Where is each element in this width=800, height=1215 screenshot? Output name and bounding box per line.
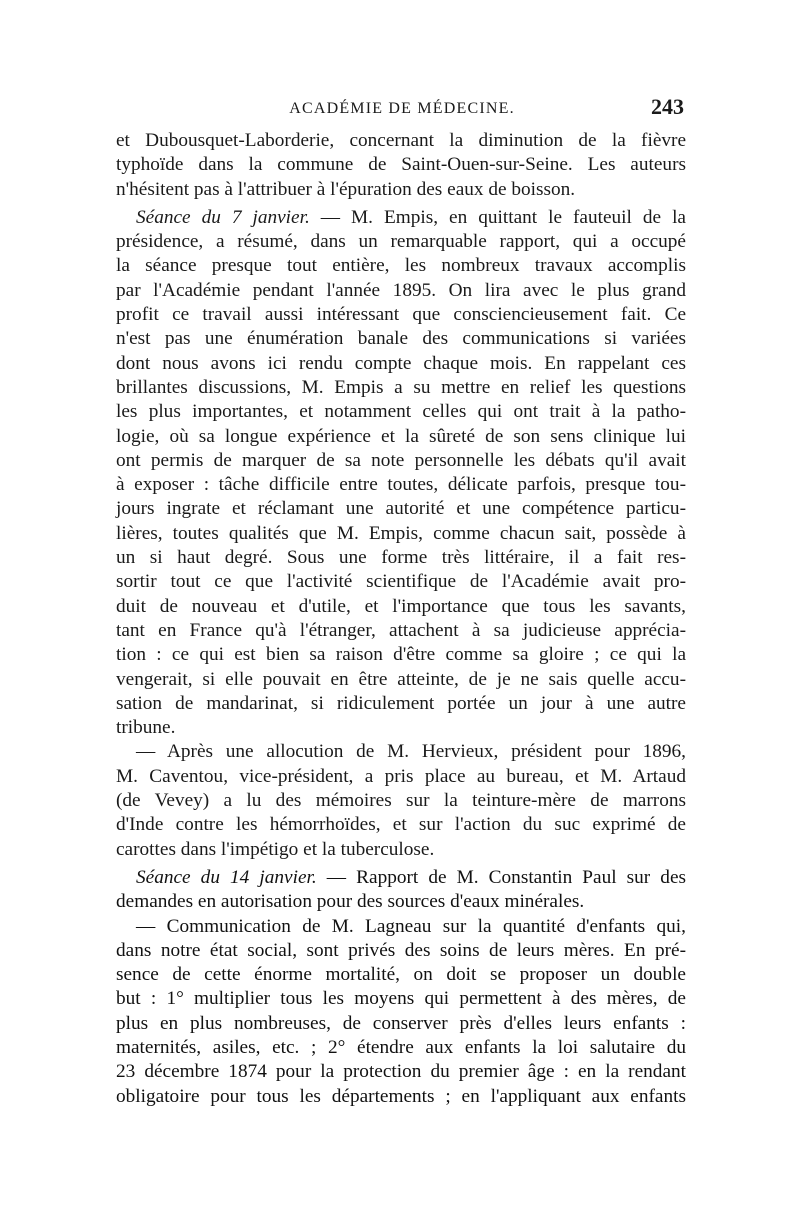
text-line	[116, 866, 686, 890]
text-line: tion : ce qui est bien sa raison d'être comme sa gloire ; ce qui la	[116, 644, 686, 666]
text-line: M. Caventou, vice-président, a pris place au bureau, et M. Artaud	[116, 765, 686, 787]
text-line: tant en France qu'à l'étranger, attachent à sa judicieuse apprécia-	[116, 619, 686, 641]
running-head	[118, 94, 686, 126]
text-line: un si haut degré. Sous une forme très littéraire, il a fait res-	[116, 547, 686, 569]
text-line: à exposer : tâche difficile entre toutes, délicate parfois, presque tou-	[116, 474, 686, 496]
text-line	[116, 206, 686, 230]
text-line: typhoïde dans la commune de Saint-Ouen-sur-Seine. Les auteurs	[116, 154, 686, 176]
text-line: ont permis de marquer de sa note personnelle les débats qu'il avait	[116, 449, 686, 471]
session-heading: Séance du 14 janvier.	[136, 866, 317, 888]
session-heading: Séance du 7 janvier.	[136, 206, 310, 228]
text-line: plus en plus nombreuses, de conserver près d'elles leurs enfants :	[116, 1012, 686, 1034]
text-line: (de Vevey) a lu des mémoires sur la teinture-mère de marrons	[116, 790, 686, 812]
text-fragment: — M. Empis, en quittant le fauteuil de la	[320, 206, 686, 228]
text-line: maternités, asiles, etc. ; 2° étendre aux enfants la loi salutaire du	[116, 1036, 686, 1058]
page-number: 243	[651, 94, 684, 119]
text-line: lières, toutes qualités que M. Empis, comme chacun sait, possède à	[116, 522, 686, 544]
text-line: par l'Académie pendant l'année 1895. On lira avec le plus grand	[116, 279, 686, 301]
text-line: 23 décembre 1874 pour la protection du premier âge : en la rendant	[116, 1061, 686, 1083]
text-line: n'hésitent pas à l'attribuer à l'épuration des eaux de boisson.	[116, 178, 576, 200]
text-line: profit ce travail aussi intéressant que consciencieusement fait. Ce	[116, 304, 686, 326]
text-line: logie, où sa longue expérience et la sûreté de son sens clinique lui	[116, 425, 686, 447]
text-line: carottes dans l'impétigo et la tuberculose.	[116, 838, 435, 860]
text-line: duit de nouveau et d'utile, et l'importance que tous les savants,	[116, 595, 686, 617]
text-line: — Communication de M. Lagneau sur la quantité d'enfants qui,	[136, 915, 686, 937]
text-line: obligatoire pour tous les départements ; en l'appliquant aux enfants	[116, 1085, 686, 1107]
text-line: — Après une allocution de M. Hervieux, président pour 1896,	[136, 741, 686, 763]
text-line: dont nous avons ici rendu compte chaque mois. En rappelant ces	[116, 352, 686, 374]
text-line: brillantes discussions, M. Empis a su mettre en relief les questions	[116, 376, 686, 398]
text-fragment: — Rapport de M. Constantin Paul sur des	[326, 866, 687, 888]
text-line: tribune.	[116, 717, 176, 739]
body-text	[116, 129, 686, 1109]
text-line: les plus importantes, et notamment celles qui ont trait à la patho-	[116, 401, 686, 423]
text-line: sation de mandarinat, si ridiculement portée un jour à une autre	[116, 692, 686, 714]
text-line: dans notre état social, sont privés des soins de leurs mères. En pré-	[116, 939, 686, 961]
text-line: n'est pas une énumération banale des communications si variées	[116, 328, 686, 350]
text-line: d'Inde contre les hémorrhoïdes, et sur l'action du suc exprimé de	[116, 814, 686, 836]
text-line: la séance presque tout entière, les nombreux travaux accomplis	[116, 255, 686, 277]
text-line: sortir tout ce que l'activité scientifique de l'Académie avait pro-	[116, 571, 686, 593]
text-line: jours ingrate et réclamant une autorité et une compétence particu-	[116, 498, 686, 520]
text-line: présidence, a résumé, dans un remarquable rapport, qui a occupé	[116, 231, 686, 253]
text-line: sence de cette énorme mortalité, on doit se proposer un double	[116, 964, 686, 986]
text-line: vengerait, si elle pouvait en être atteinte, de je ne sais quelle accu-	[116, 668, 686, 690]
text-line: et Dubousquet-Laborderie, concernant la diminution de la fièvre	[116, 130, 686, 151]
running-title: ACADÉMIE DE MÉDECINE.	[289, 100, 515, 117]
text-line: demandes en autorisation pour des sources d'eaux minérales.	[116, 891, 585, 913]
text-line: but : 1° multiplier tous les moyens qui permettent à des mères, de	[116, 988, 686, 1010]
